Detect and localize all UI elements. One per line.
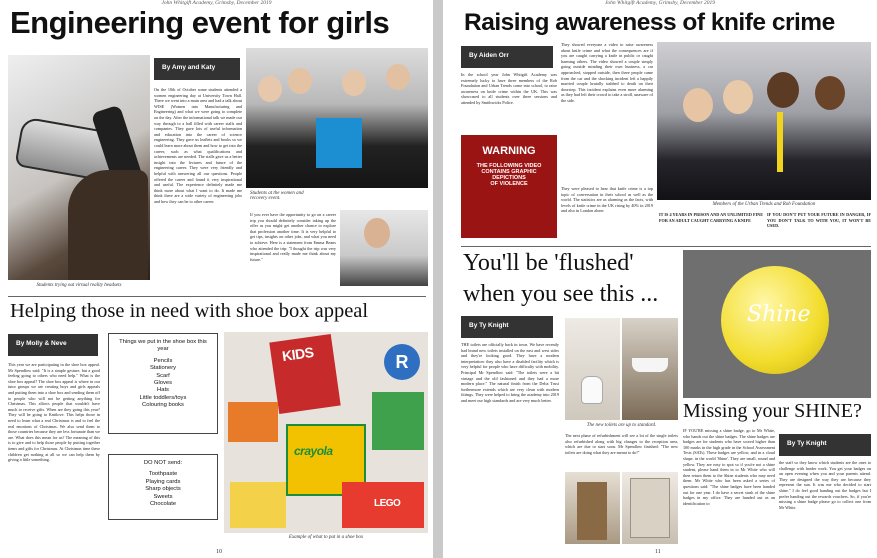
shine-column-1: IF YOU'RE missing a shine badge, go to Mr White, who hands out the shine badges. The shine badges are badges are for students who have scored higher than 100 marks in the high grade in the School Assessment Tests (SATs). These badges are yellow, and in a cloud shape, in the world 'Shine'. They are small, round and yellow. They are easy to spot so if you're not a shine student, please hand them in to Mr White who will then return them to the Shine students who may need them. Mr White who has been asked a series of questions said: "The shine badges have been handed out for one year. I do have a secret stash of the shine badges in my office. They are handed out as an identification to — [683, 428, 775, 506]
engineering-byline: By Amy and Katy — [154, 58, 240, 80]
toilets-caption: The new toilets are up to standard. — [586, 423, 657, 428]
toilet-photo-3 — [565, 472, 620, 544]
cubicle — [630, 478, 670, 538]
shoebox-items-box — [108, 333, 218, 434]
shine-headline: Missing your SHINE? — [683, 400, 862, 422]
toy-box-orange — [228, 402, 278, 442]
blue-bag — [316, 118, 362, 168]
engineering-column-2: If you ever have the opportunity to go on a career trip you should definitely consider taking up the offer as you might get another chance to explore that profession another time. It is very helpful to get tips, insights on other jobs, and what you need to achieve. Here is a statement from Emma Beans who attended the trip: "I thought the trip was very inspirational and really made me think about my future." — [250, 212, 336, 262]
toilet-photo-4 — [622, 472, 678, 544]
poster-line: DEPICTIONS — [492, 175, 526, 181]
engineering-headline: Engineering event for girls — [10, 5, 390, 40]
shine-byline: By Ty Knight — [779, 434, 871, 456]
shoebox-caption: Example of what to put in a shoe box — [288, 535, 364, 540]
engineering-column-1: On the 10th of October some students attended a women engineering day at University Town Hall. There we went into a main area and had a talk about WISE (Women into Manufacturing and Engineering) and what we were going to complete on the day. After the informational talk we made our way through to a hall filled with career stalls and companies. They gave lots of useful information and education into the career of science engineering. They gave us leaflets and books so we could learn more about them and how to get into the career, such as what qualifications and achievements are needed. The stalls gave us a better insight into the lectures and future of the engineering career. They were very friendly and helpful with answering all our questions. People offered the career and found it very inspirational and useful. The experience definitely made me think more about what I want to do. It made me think there are a wide variety of engineering jobs and how they can be to other career. — [154, 87, 242, 204]
item: Gloves — [153, 380, 173, 387]
poster-line: OF VIOLENCE — [490, 181, 528, 187]
knife-column-2: They showed everyone a video to raise awareness about knife crime and what the consequences are if you are caught carrying a knife in public or caught harming others. The video showed a couple simply going outside minding their own business, a car approached, stopped outside, then three people came from the car and the shocking incident left a happily married couple brutally stabbed to death on their doorstep. This incident explains even more alarming as they had left their crowd to take a stroll, unaware of the side. — [561, 42, 653, 103]
poster-line: CONTAINS GRAPHIC — [481, 169, 537, 175]
shoebox-column: This year we are participating in the shoe box appeal. Mr Spendlow said: "It is a simple gesture, but a good feeling going to others who need help." What is the shoe box appeal? The shoe box appeal is where in our tutor groups we are creating boys and girls appeals and putting them into a shoe box and sending them off to people who will not be getting anything for Christmas. This allows people that wouldn't have much to receive gifts. When are they going this year? They will be going to Knitlove. This helps those in need to learn what a real Christmas is and to feel the real emotions of Christmas. We also send them to those countries because they are less fortunate than we are. What does this mean for us? The meaning of this is to give and to help those people by putting together items and gifts for Christmas. At Christmas time these children get nothing at all so we can help them by giving a little something. — [8, 362, 100, 463]
member-2 — [723, 80, 753, 114]
item: Sharp objects — [145, 486, 181, 493]
speaker-head — [364, 218, 390, 248]
item: Chocolate — [149, 501, 177, 508]
crayola-label: crayola — [294, 444, 333, 458]
item: Toothpaste — [148, 471, 178, 478]
do-not-heading: DO NOT send: — [143, 460, 183, 466]
flushed-headline-line-2: when you see this ... — [463, 281, 659, 307]
running-header: John Whitgift Academy, Grimsby, December 2019 — [161, 0, 272, 6]
toy-circle-blue: R — [384, 344, 420, 380]
items-heading: Things we put in the shoe box this year — [119, 339, 207, 353]
shine-column-2: the staff so they know which students are the ones to challenge with harder work. You get your badges on an open evening when you and your parents attend. They are designed the way they are because they represent the sun. It was me who decided to start shine." I do feel good handing out the badges but I prefer handing out the rewards vouchers. So, if you're missing a shine badge please go to collect one from Mr White. — [779, 460, 871, 510]
student-3 — [342, 70, 366, 96]
section-divider — [461, 246, 871, 247]
yellow-lanyard — [777, 112, 783, 172]
foundation-members-photo — [657, 42, 871, 200]
student-hair — [68, 170, 148, 280]
shoebox-photo — [224, 332, 428, 533]
knife-column-1: In the school year John Whitgift Academy was extremely lucky to have three members of the Rob Foundation and Urban Trends come into school, to raise awareness on knife crime within the UK. This was showcased to all students over three sessions and attended by Smithwicks Police. — [461, 72, 557, 105]
item: Pencils — [153, 357, 173, 364]
item: Hats — [157, 387, 169, 394]
right-page — [443, 0, 877, 558]
section-divider — [8, 296, 426, 297]
knife-strip-1: IT IS 4 YEARS IN PRISON AND AN UNLIMITED FINE FOR AN ADULT CAUGHT CARRYING A KNIFE — [659, 212, 763, 223]
toy-box-yellow — [230, 482, 286, 528]
member-4 — [815, 76, 845, 110]
item: Colouring books — [142, 402, 184, 409]
door — [577, 482, 607, 540]
speaker-photo — [340, 210, 428, 286]
kids-label: KIDS — [281, 343, 315, 365]
page-number-right: 11 — [655, 549, 661, 555]
item: Stationery — [149, 365, 177, 372]
shoebox-headline: Helping those in need with shoe box appeal — [10, 300, 369, 322]
item: Scarf — [156, 372, 170, 379]
student-1 — [258, 76, 282, 102]
poster-line: THE FOLLOWING VIDEO — [476, 163, 542, 169]
flushed-headline-line-1: You'll be 'flushed' — [463, 250, 634, 276]
students-caption: Students at the women and recovery event. — [250, 191, 304, 201]
badge-text: Shine — [747, 302, 811, 327]
page-number-left: 10 — [216, 549, 222, 555]
shoebox-byline: By Molly & Neve — [8, 334, 98, 356]
knife-column-3: They were pleased to hear that knife crime is a top topic of conversation in their school as well as the world. The statistics are as alarming as the facts, with levels of knife crime in the UK rising by 40% in 2019 and also in London alone. — [561, 186, 653, 214]
item: Playing cards — [145, 478, 181, 485]
flushed-column-2: The next phase of refurbishment will see a lot of the single toilets also refurbished along with big changes to the reception area, which are due to start soon. Mr Spendlow finished: "The new toilets are doing what they are meant to do!" — [565, 433, 678, 455]
students-group-photo — [246, 48, 428, 188]
shine-badge-photo — [683, 250, 871, 398]
sink — [632, 358, 668, 372]
item: Sweets — [153, 493, 173, 500]
member-1 — [683, 88, 713, 122]
toilet-photo-2 — [622, 318, 678, 420]
member-3 — [767, 72, 799, 108]
flushed-byline: By Ty Knight — [461, 316, 553, 338]
toilet-photo-1 — [565, 318, 620, 420]
student-2 — [288, 68, 312, 94]
do-not-send-box — [108, 454, 218, 520]
lego-label: LEGO — [374, 498, 401, 509]
vr-caption: Students trying out virtual reality headsets — [36, 283, 122, 288]
item: Little toddlers/toys — [139, 394, 187, 401]
knife-byline: By Aiden Orr — [461, 46, 553, 68]
student-4 — [386, 64, 410, 90]
left-page — [0, 0, 433, 558]
toilet — [581, 376, 603, 404]
knife-crime-headline: Raising awareness of knife crime — [464, 9, 835, 36]
poster-line: WARNING — [482, 145, 536, 157]
warning-poster — [461, 135, 557, 238]
knife-strip-2: IF YOU DON'T PUT YOUR FUTURE IN DANGER, IF YOU DON'T TALK TO WITH YOU, IT WON'T BE USED. — [767, 212, 871, 229]
vr-headset-photo — [8, 55, 150, 280]
flushed-column-1: THE toilets are officially back in town. We have recently had brand new toilets installed on the east and west sides and they're looking good. They have a modern interpretation: they also have a disabled facility which is very helpful for people who have difficulty with mobility. Principal Mr Spendlow said: "The toilets were a bit vintage and the old fashioned and they had a more modern place." The natural finish from the Delta Trust furthermore extends which are very clean with modern fittings. They were helped to bring the academy into 2019 and meet our high standards and are very much better. — [461, 342, 559, 403]
toy-box-green — [372, 392, 424, 450]
running-header: John Whitgift Academy, Grimsby, December 2019 — [604, 0, 716, 6]
foundation-caption: Members of the Urban Trends and Rob Foundation — [712, 202, 816, 207]
